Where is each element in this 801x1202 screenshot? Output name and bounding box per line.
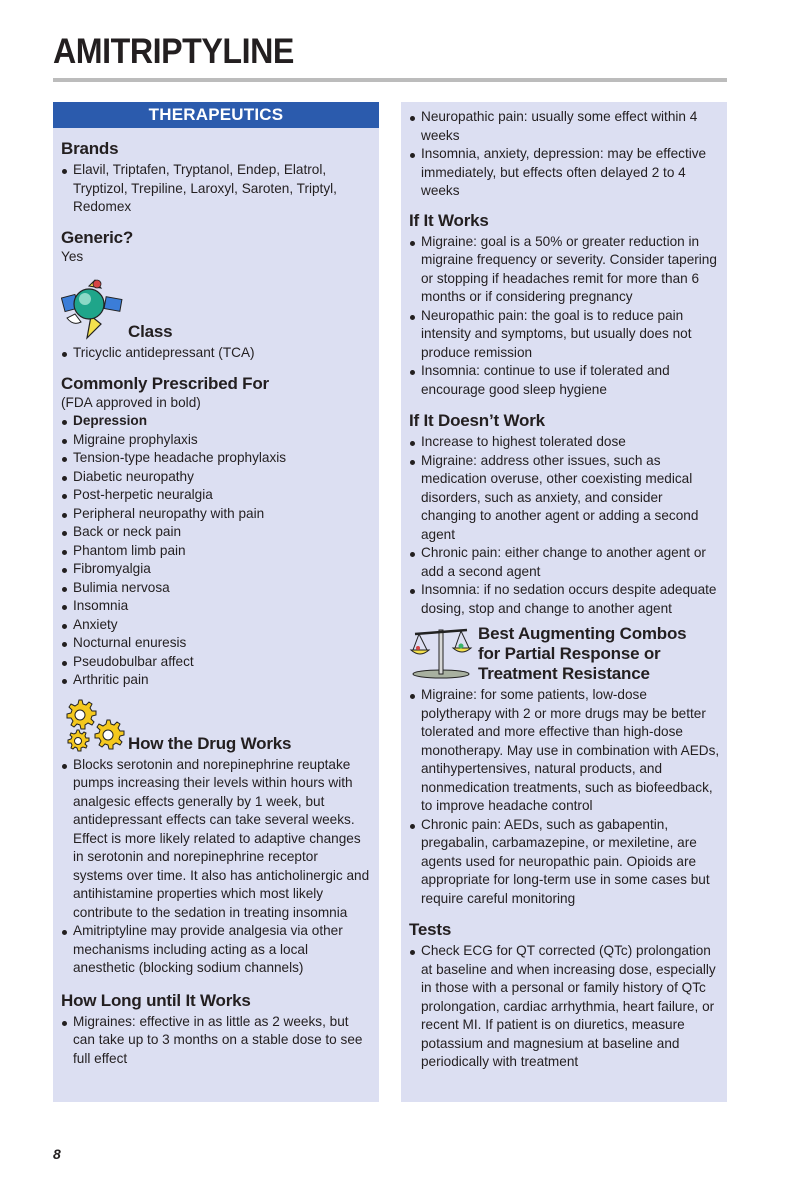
list-item: Arthritic pain bbox=[61, 671, 371, 690]
combos-heading-line-1: Best Augmenting Combos bbox=[478, 624, 687, 643]
combos-heading bbox=[478, 624, 686, 684]
list-item: Back or neck pain bbox=[61, 523, 371, 542]
if-works-list bbox=[409, 233, 720, 400]
page-title: AMITRIPTYLINE bbox=[53, 32, 294, 71]
drug-works-header bbox=[61, 698, 371, 754]
list-item: Depression bbox=[61, 412, 371, 431]
generic-value: Yes bbox=[61, 248, 84, 264]
list-item: Migraine: address other issues, such as medication overuse, other coexisting medical disorders, such as anxiety, and consider changing to another agent or adding a second agent bbox=[409, 452, 720, 545]
list-item: Insomnia, anxiety, depression: may be effective immediately, but effects often delayed 2 to 4 weeks bbox=[409, 145, 720, 201]
list-item: Chronic pain: AEDs, such as gabapentin, pregabalin, carbamazepine, or mexiletine, are agents used for neuropathic pain. Opioids are appropriate for long-term use in some cases but require careful monitoring bbox=[409, 816, 720, 909]
list-item: Chronic pain: either change to another agent or add a second agent bbox=[409, 544, 720, 581]
list-item: Insomnia: if no sedation occurs despite adequate dosing, stop and change to another agent bbox=[409, 581, 720, 618]
how-long-continued-list bbox=[409, 108, 720, 201]
prescribed-heading: Commonly Prescribed For bbox=[61, 373, 269, 393]
class-heading: Class bbox=[128, 322, 173, 341]
list-item: Fibromyalgia bbox=[61, 560, 371, 579]
tests-heading: Tests bbox=[409, 920, 452, 939]
brands-heading: Brands bbox=[61, 139, 119, 158]
list-item: Amitriptyline may provide analgesia via other mechanisms including acting as a local anesthetic (blocking sodium channels) bbox=[61, 922, 371, 978]
list-item: Check ECG for QT corrected (QTc) prolongation at baseline and when increasing dose, especially in those with a personal or family history of QTc prolongation, cardiac arrhythmia, heart failure, or recent MI. If patient is on diuretics, measure potassium and magnesium at baseline and periodically with treatment bbox=[409, 942, 720, 1072]
left-column bbox=[53, 102, 379, 1102]
combos-heading-line-2: for Partial Response or bbox=[478, 644, 661, 663]
page-number: 8 bbox=[53, 1146, 61, 1162]
how-long-section bbox=[61, 990, 371, 1069]
list-item: Bulimia nervosa bbox=[61, 579, 371, 598]
prescribed-section bbox=[61, 373, 371, 690]
list-item: Tension-type headache prophylaxis bbox=[61, 449, 371, 468]
list-item: Insomnia: continue to use if tolerated and encourage good sleep hygiene bbox=[409, 362, 720, 399]
if-not-works-list bbox=[409, 433, 720, 618]
list-item: Tricyclic antidepressant (TCA) bbox=[61, 344, 371, 363]
molecule-icon bbox=[61, 278, 125, 340]
title-rule bbox=[53, 78, 727, 82]
section-header-therapeutics: THERAPEUTICS bbox=[53, 102, 379, 128]
list-item: Post-herpetic neuralgia bbox=[61, 486, 371, 505]
prescribed-list bbox=[61, 412, 371, 690]
list-item: Pseudobulbar affect bbox=[61, 653, 371, 672]
balance-scale-icon bbox=[409, 624, 473, 680]
right-column bbox=[401, 102, 727, 1102]
if-not-works-heading: If It Doesn’t Work bbox=[409, 411, 545, 430]
list-item: Insomnia bbox=[61, 597, 371, 616]
list-item: Neuropathic pain: usually some effect within 4 weeks bbox=[409, 108, 720, 145]
if-works-heading: If It Works bbox=[409, 210, 489, 230]
list-item: Migraine: goal is a 50% or greater reduction in migraine frequency or severity. Consider tapering or stopping if headaches remit for more than 6 months or if considering pregnancy bbox=[409, 233, 720, 307]
list-item: Elavil, Triptafen, Tryptanol, Endep, Elatrol, Tryptizol, Trepiline, Laroxyl, Saroten, Triptyl, Redomex bbox=[61, 161, 371, 217]
list-item: Neuropathic pain: the goal is to reduce pain intensity and symptoms, but usually does not produce remission bbox=[409, 307, 720, 363]
list-item: Nocturnal enuresis bbox=[61, 634, 371, 653]
class-header bbox=[61, 278, 371, 342]
brands-list bbox=[61, 161, 371, 217]
how-long-list bbox=[61, 1013, 371, 1069]
list-item: Migraine prophylaxis bbox=[61, 431, 371, 450]
class-list bbox=[61, 344, 371, 363]
combos-header bbox=[409, 624, 720, 682]
list-item: Migraine: for some patients, low-dose polytherapy with 2 or more drugs may be better tolerated and more effective than high-dose monotherapy. May use in combination with AEDs, antihypertensives, natural products, and nonmedication treatments, such as biofeedback, to improve headache control bbox=[409, 686, 720, 816]
gears-icon bbox=[61, 698, 125, 754]
list-item: Diabetic neuropathy bbox=[61, 468, 371, 487]
combos-list bbox=[409, 686, 720, 908]
brands-section bbox=[61, 138, 371, 217]
drug-works-list bbox=[61, 756, 371, 978]
how-long-heading: How Long until It Works bbox=[61, 990, 251, 1010]
list-item: Phantom limb pain bbox=[61, 542, 371, 561]
generic-section bbox=[61, 227, 371, 267]
drug-works-heading: How the Drug Works bbox=[128, 733, 292, 753]
combos-heading-line-3: Treatment Resistance bbox=[478, 664, 650, 683]
list-item: Increase to highest tolerated dose bbox=[409, 433, 720, 452]
tests-list bbox=[409, 942, 720, 1072]
list-item: Blocks serotonin and norepinephrine reuptake pumps increasing their levels within hours with analgesic effects generally by 1 week, but antidepressant effects can take several weeks. Effect is more likely related to adaptive changes in serotonin and norepinephrine receptor systems over time. It also has anticholinergic and antihistamine properties which most likely contribute to the sedation in treating insomnia bbox=[61, 756, 371, 923]
prescribed-note: (FDA approved in bold) bbox=[61, 394, 201, 410]
list-item: Peripheral neuropathy with pain bbox=[61, 505, 371, 524]
list-item: Migraines: effective in as little as 2 weeks, but can take up to 3 months on a stable dose to see full effect bbox=[61, 1013, 371, 1069]
generic-heading: Generic? bbox=[61, 227, 134, 247]
list-item: Anxiety bbox=[61, 616, 371, 635]
